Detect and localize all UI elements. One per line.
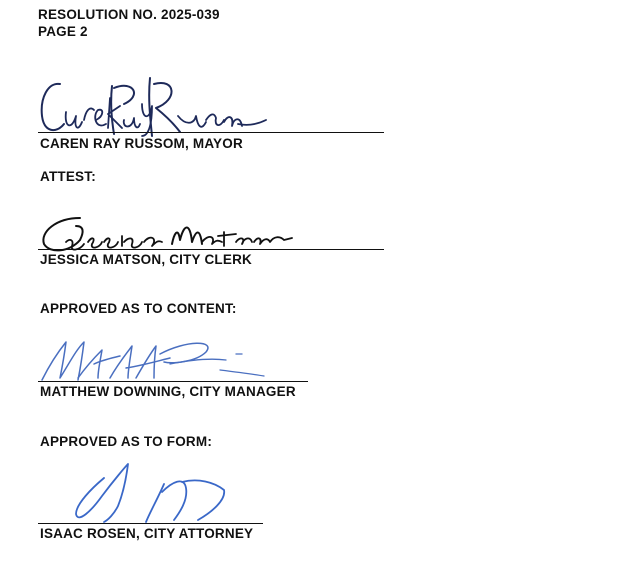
city-clerk-name-title: JESSICA MATSON, CITY CLERK — [40, 252, 252, 267]
city-manager-signature — [40, 334, 270, 384]
city-attorney-signature — [70, 460, 232, 524]
attest-heading: ATTEST: — [40, 169, 96, 184]
city-attorney-signature-line — [38, 523, 263, 524]
mayor-signature — [38, 76, 270, 138]
mayor-name-title: CAREN RAY RUSSOM, MAYOR — [40, 136, 243, 151]
approved-form-heading: APPROVED AS TO FORM: — [40, 434, 213, 449]
city-manager-signature-line — [38, 381, 308, 382]
city-clerk-signature-line — [38, 249, 384, 250]
city-manager-name-title: MATTHEW DOWNING, CITY MANAGER — [40, 384, 296, 399]
mayor-signature-line — [38, 132, 384, 133]
page-number: PAGE 2 — [38, 24, 88, 39]
resolution-number: RESOLUTION NO. 2025-039 — [38, 7, 220, 22]
city-attorney-name-title: ISAAC ROSEN, CITY ATTORNEY — [40, 526, 254, 541]
approved-content-heading: APPROVED AS TO CONTENT: — [40, 301, 237, 316]
